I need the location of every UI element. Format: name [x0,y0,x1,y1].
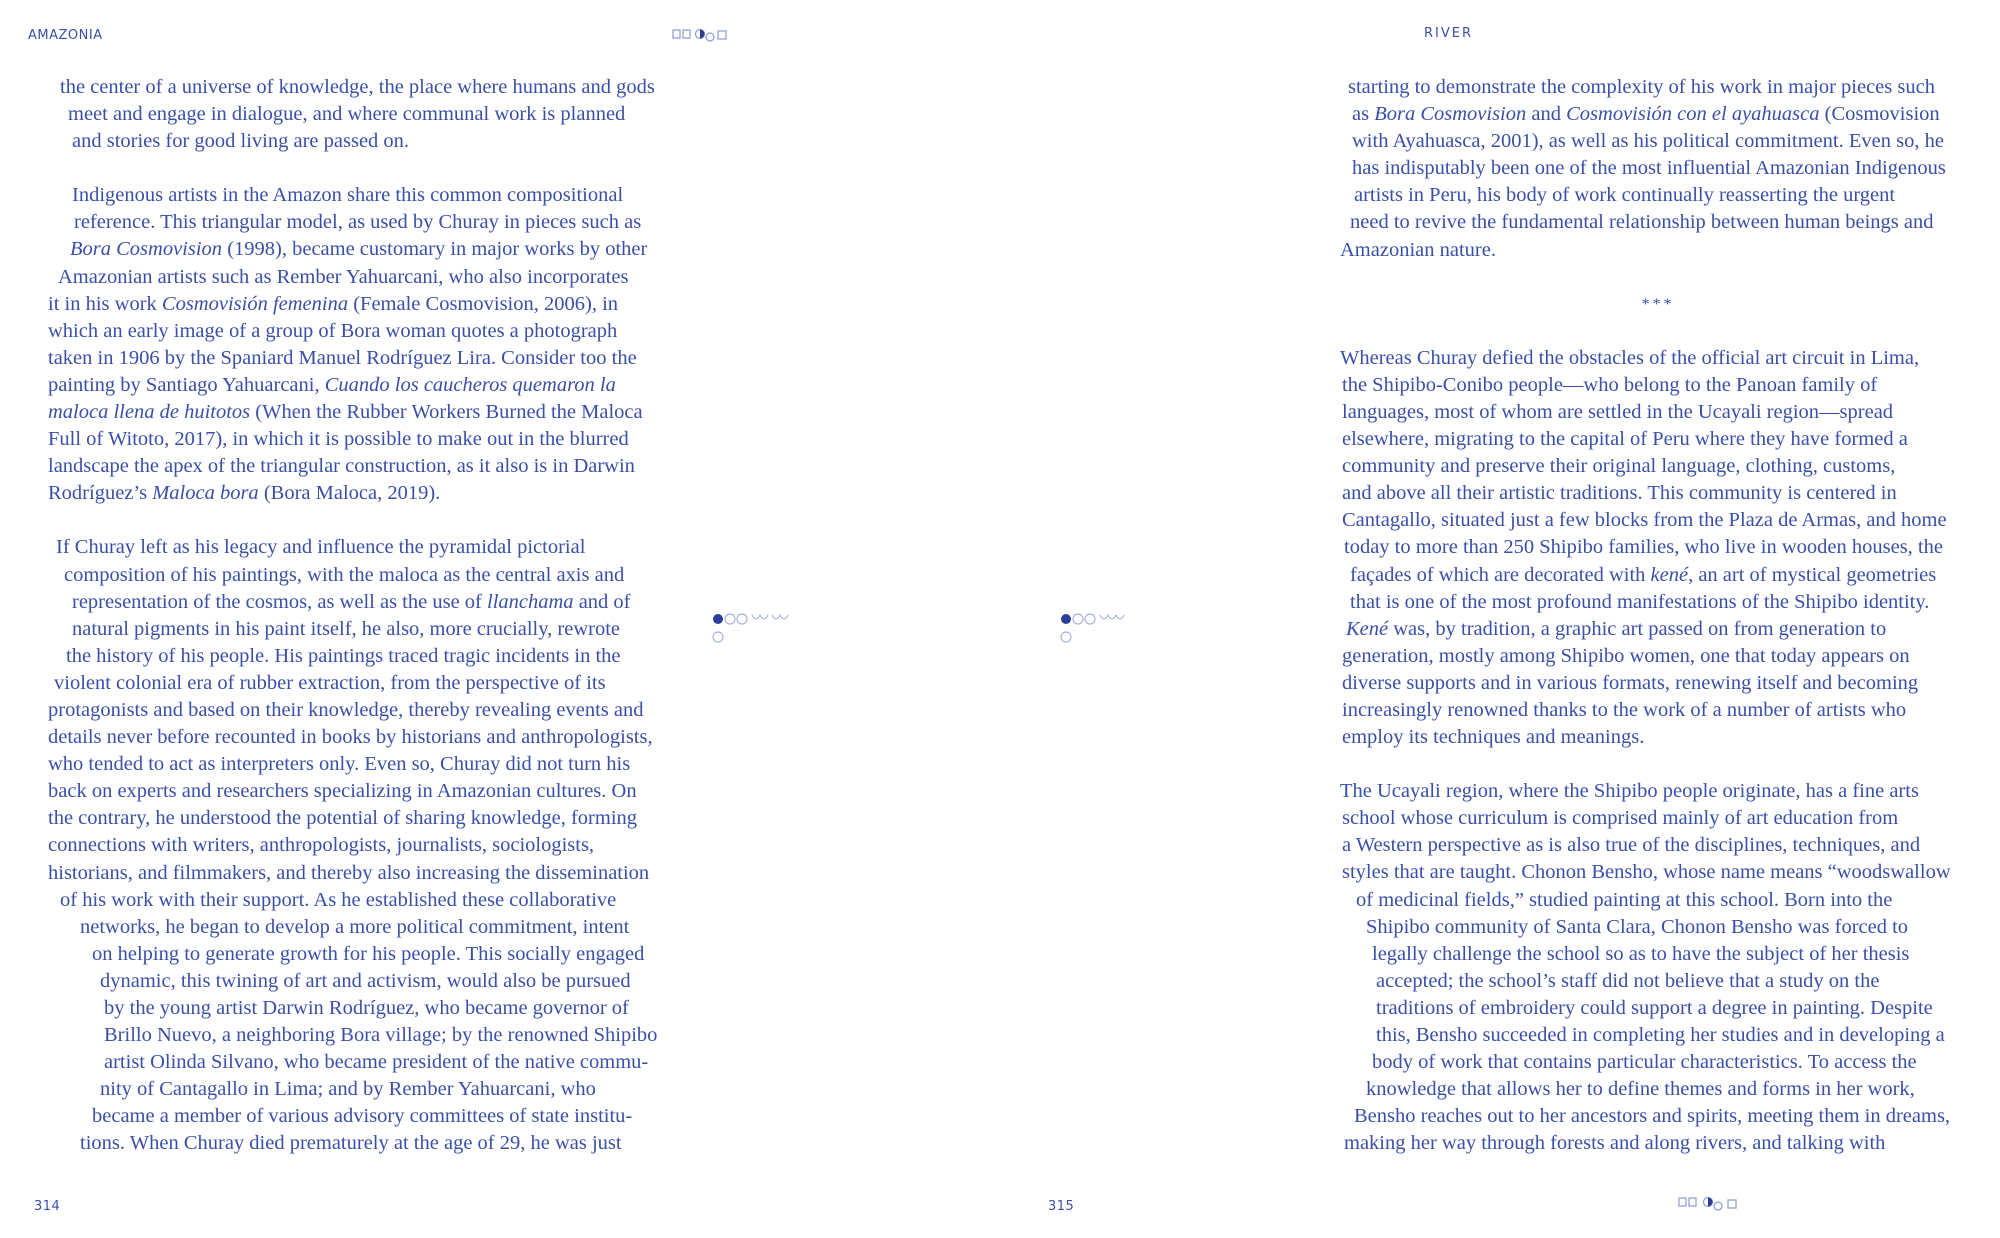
text-line: painting by Santiago Yahuarcani, Cuando los caucheros quemaron la [48,373,616,396]
section-separator: *** [1641,295,1675,313]
text-line: violent colonial era of rubber extraction, from the perspective of its [54,671,606,694]
text-line: that is one of the most profound manifestations of the Shipibo identity. [1350,590,1930,613]
text-line: making her way through forests and along rivers, and talking with [1344,1132,1886,1155]
text-line: the history of his people. His paintings traced tragic incidents in the [66,644,621,667]
text-line: employ its techniques and meanings. [1342,726,1645,749]
text-line: Indigenous artists in the Amazon share this common compositional [72,184,624,207]
text-line: languages, most of whom are settled in the Ucayali region—spread [1342,400,1894,423]
text-line: artist Olinda Silvano, who became president of the native commu- [104,1051,649,1074]
text-line: Whereas Churay defied the obstacles of the official art circuit in Lima, [1340,346,1920,369]
left-text-column [46,74,686,1185]
text-line: styles that are taught. Chonon Bensho, whose name means “woodswallow [1342,861,1951,884]
text-line: traditions of embroidery could support a degree in painting. Despite [1376,996,1933,1019]
text-line: increasingly renowned thanks to the work of a number of artists who [1342,698,1907,721]
text-line: protagonists and based on their knowledge, thereby revealing events and [48,698,644,721]
text-line: on helping to generate growth for his people. This socially engaged [92,942,645,965]
text-line: school whose curriculum is comprised mainly of art education from [1342,807,1899,830]
text-line: nity of Cantagallo in Lima; and by Rember Yahuarcani, who [100,1078,596,1101]
text-line: this, Bensho succeeded in completing her studies and in developing a [1376,1024,1945,1046]
right-paragraph-1 [1338,74,1978,264]
text-line: Bensho reaches out to her ancestors and spirits, meeting them in dreams, [1354,1105,1951,1128]
text-line: knowledge that allows her to define themes and forms in her work, [1366,1078,1915,1101]
text-line: community and preserve their original language, clothing, customs, [1342,455,1896,478]
text-line: tions. When Churay died prematurely at the age of 29, he was just [80,1132,622,1155]
text-line: a Western perspective as is also true of the disciplines, techniques, and [1342,834,1921,857]
text-line: artists in Peru, his body of work continually reasserting the urgent [1354,184,1896,207]
text-line: connections with writers, anthropologists, journalists, sociologists, [48,834,595,857]
text-line: has indisputably been one of the most influential Amazonian Indigenous [1352,157,1946,180]
text-line: Bora Cosmovision (1998), became customary in major works by other [70,238,648,261]
text-line: need to revive the fundamental relationship between human beings and [1350,211,1934,234]
text-line: which an early image of a group of Bora woman quotes a photograph [48,319,618,342]
text-line: maloca llena de huitotos (When the Rubber Workers Burned the Maloca [48,401,643,424]
text-line: representation of the cosmos, as well as the use of llanchama and of [72,590,631,613]
water-glyph-icon [710,610,790,646]
left-paragraph-1 [46,74,686,155]
text-line: Shipibo community of Santa Clara, Chonon Bensho was forced to [1366,915,1909,938]
text-line: landscape the apex of the triangular construction, as it also is in Darwin [48,455,635,478]
text-line: by the young artist Darwin Rodríguez, who became governor of [104,997,629,1019]
text-line: back on experts and researchers specializing in Amazonian cultures. On [48,780,637,803]
water-glyph-icon-center [1058,610,1138,646]
text-line: the center of a universe of knowledge, the place where humans and gods [60,76,655,98]
text-line: Rodríguez’s Maloca bora (Bora Maloca, 2019). [48,482,441,505]
page-number-left: 314 [34,1199,61,1214]
text-line: Amazonian nature. [1340,238,1496,261]
text-line: of his work with their support. As he established these collaborative [60,888,617,911]
text-line: as Bora Cosmovision and Cosmovisión con el ayahuasca (Cosmovision [1352,103,1940,126]
moon-phase-glyph-icon-footer [1678,1195,1748,1213]
text-line: and above all their artistic traditions. This community is centered in [1342,482,1897,505]
text-line: it in his work Cosmovisión femenina (Female Cosmovision, 2006), in [48,292,619,315]
text-line: taken in 1906 by the Spaniard Manuel Rodríguez Lira. Consider too the [48,346,637,369]
text-line: Amazonian artists such as Rember Yahuarcani, who also incorporates [58,265,629,288]
text-line: Full of Witoto, 2017), in which it is possible to make out in the blurred [48,428,629,451]
text-line: natural pigments in his paint itself, he also, more crucially, rewrote [72,617,621,640]
page-number-right: 315 [1048,1199,1075,1214]
text-line: diverse supports and in various formats, renewing itself and becoming [1342,671,1919,694]
text-line: Kené was, by tradition, a graphic art passed on from generation to [1346,617,1887,640]
left-paragraph-3 [46,534,686,1157]
separator [1338,291,1978,318]
text-line: The Ucayali region, where the Shipibo people originate, has a fine arts [1340,780,1919,803]
text-line: the contrary, he understood the potential of sharing knowledge, forming [48,807,638,830]
text-line: the Shipibo-Conibo people—who belong to the Panoan family of [1342,373,1878,396]
text-line: and stories for good living are passed on. [72,130,410,153]
text-line: accepted; the school’s staff did not believe that a study on the [1376,969,1880,992]
text-line: Brillo Nuevo, a neighboring Bora village; by the renowned Shipibo [104,1024,658,1047]
text-line: dynamic, this twining of art and activism, would also be pursued [100,969,631,992]
text-line: historians, and filmmakers, and thereby also increasing the dissemination [48,861,650,884]
text-line: with Ayahuasca, 2001), as well as his political commitment. Even so, he [1352,130,1944,153]
text-line: Cantagallo, situated just a few blocks from the Plaza de Armas, and home [1342,509,1947,532]
running-head-left: AMAZONIA [28,28,103,43]
text-line: reference. This triangular model, as used by Churay in pieces such as [74,211,642,234]
text-line: who tended to act as interpreters only. Even so, Churay did not turn his [48,753,631,776]
right-paragraph-3 [1338,778,1978,1157]
text-line: façades of which are decorated with kené, an art of mystical geometries [1350,563,1937,586]
text-line: meet and engage in dialogue, and where communal work is planned [68,103,626,126]
left-paragraph-2 [46,182,686,507]
text-line: of medicinal fields,” studied painting at this school. Born into the [1356,888,1893,911]
right-paragraph-2 [1338,345,1978,751]
text-line: today to more than 250 Shipibo families, who live in wooden houses, the [1344,536,1943,559]
text-line: composition of his paintings, with the maloca as the central axis and [64,563,625,586]
running-head-right: RIVER [1424,26,1474,41]
right-text-column [1338,74,1978,1184]
text-line: If Churay left as his legacy and influence the pyramidal pictorial [56,536,586,559]
text-line: body of work that contains particular characteristics. To access the [1372,1051,1917,1074]
text-line: networks, he began to develop a more political commitment, intent [80,915,630,938]
moon-phase-glyph-icon [672,27,732,43]
text-line: details never before recounted in books by historians and anthropologists, [48,726,653,749]
text-line: became a member of various advisory committees of state institu- [92,1105,633,1128]
text-line: legally challenge the school so as to have the subject of her thesis [1372,942,1910,965]
text-line: starting to demonstrate the complexity of his work in major pieces such [1348,76,1935,98]
text-line: elsewhere, migrating to the capital of Peru where they have formed a [1342,428,1908,451]
text-line: generation, mostly among Shipibo women, one that today appears on [1342,644,1910,667]
